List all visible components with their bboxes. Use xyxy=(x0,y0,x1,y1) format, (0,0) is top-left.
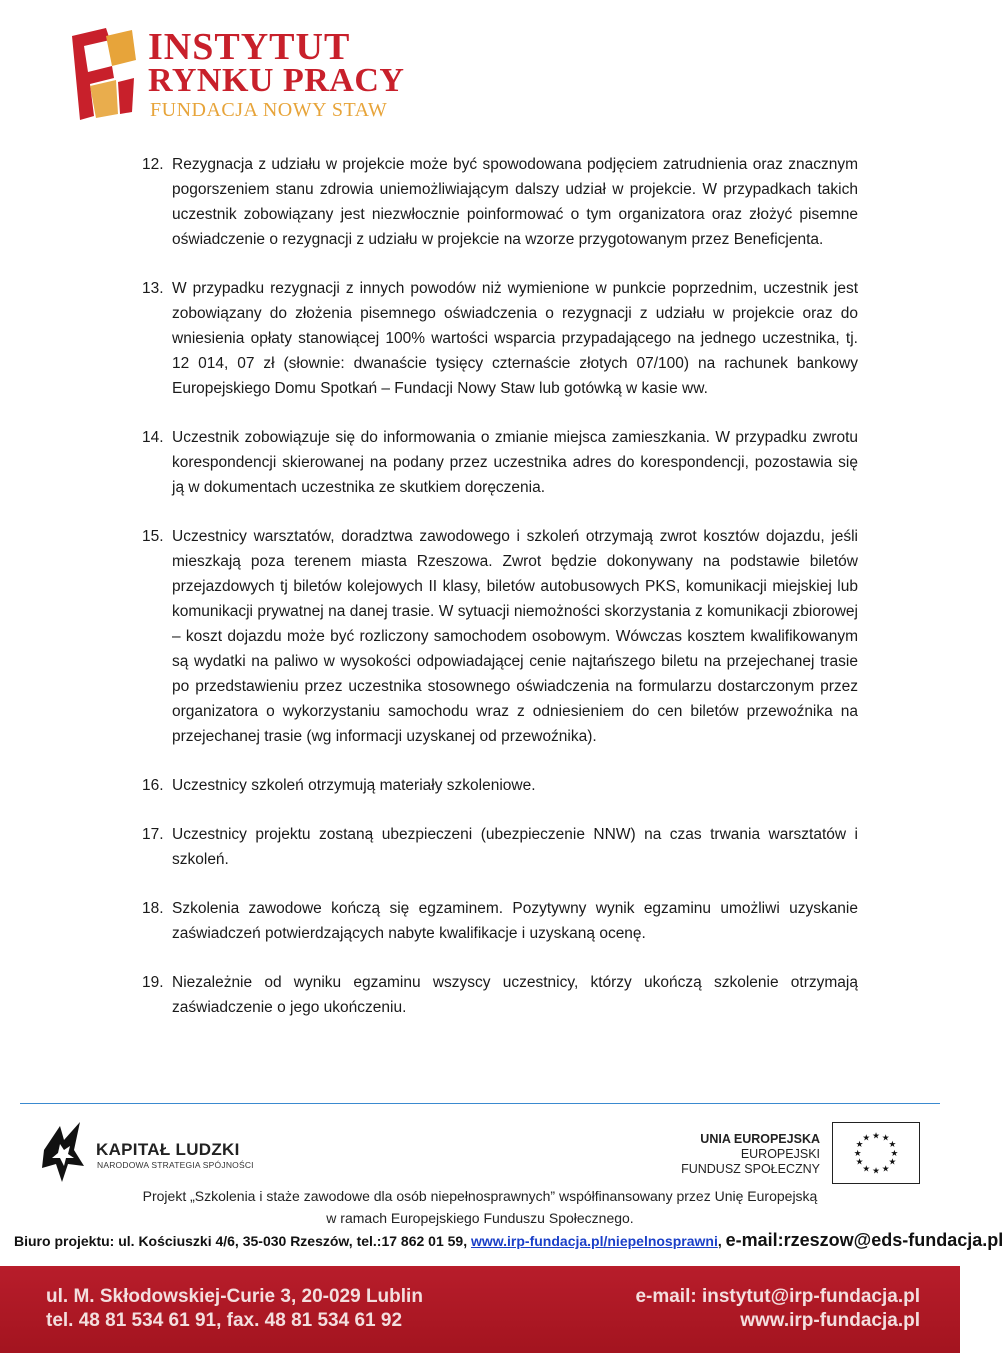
project-office-line xyxy=(14,1230,1003,1251)
item-number: 14. xyxy=(142,429,164,446)
band-email: e-mail: instytut@irp-fundacja.pl xyxy=(635,1286,920,1307)
list-item xyxy=(142,822,858,872)
svg-text:★: ★ xyxy=(881,1164,890,1175)
item-number: 15. xyxy=(142,528,164,545)
logo-title-line1: INSTYTUT xyxy=(148,26,351,68)
kl-title: KAPITAŁ LUDZKI xyxy=(96,1140,240,1159)
svg-text:★: ★ xyxy=(890,1148,899,1159)
office-address: Biuro projektu: ul. Kościuszki 4/6, 35-030 Rzeszów, tel.:17 862 01 59, xyxy=(14,1233,471,1249)
ue-line3: FUNDUSZ SPOŁECZNY xyxy=(681,1162,820,1176)
list-item xyxy=(142,425,858,500)
list-item xyxy=(142,970,858,1020)
irp-logo xyxy=(66,24,406,124)
svg-text:★: ★ xyxy=(872,1166,880,1177)
band-address: ul. M. Skłodowskiej-Curie 3, 20-029 Lublin xyxy=(46,1286,423,1307)
svg-text:★: ★ xyxy=(881,1133,890,1144)
logo-title-line2: RYNKU PRACY xyxy=(148,62,405,99)
band-phone: tel. 48 81 534 61 91, fax. 48 81 534 61 92 xyxy=(46,1310,403,1331)
item-text: W przypadku rezygnacji z innych powodów niż wymienione w punkcie poprzednim, uczestnik jest zobowiązany do złożenia pisemnego oświadczenia o rezygnacji z udziału w projekcie oraz do wniesienia opłaty stanowiącej 100% wartości wsparcia przypadającego na jednego uczestnika, tj. 12 014, 07 zł (słownie: dwanaście tysięcy czternaście złotych 07/100) na rachunek bankowy Europejskiego Domu Spotkań – Fundacji Nowy Staw lub gotówką w kasie ww. xyxy=(172,280,858,397)
svg-text:★: ★ xyxy=(862,1133,871,1144)
item-number: 18. xyxy=(142,900,164,917)
regulation-list xyxy=(142,152,858,1044)
project-line1: Projekt „Szkolenia i staże zawodowe dla osób niepełnosprawnych” współfinansowany przez Unię Europejską xyxy=(142,1188,818,1204)
item-text: Uczestnicy projektu zostaną ubezpieczeni (ubezpieczenie NNW) na czas trwania warsztatów i szkoleń. xyxy=(172,826,858,868)
list-item xyxy=(142,896,858,946)
svg-text:★: ★ xyxy=(888,1140,897,1151)
kapital-ludzki-icon xyxy=(40,1120,88,1186)
item-text: Rezygnacja z udziału w projekcie może być spowodowana podjęciem zatrudnienia oraz znacznym pogorszeniem stanu zdrowia uniemożliwiającym dalszy udział w projekcie. W przypadkach takich uczestnik zobowiązany jest niezwłocznie poinformować o tym organizatora oraz złożyć pisemne oświadczenie o rezygnacji z udziału w projekcie na wzorze przygotowanym przez Beneficjenta. xyxy=(172,156,858,248)
svg-text:★: ★ xyxy=(862,1164,871,1175)
band-website: www.irp-fundacja.pl xyxy=(740,1310,920,1331)
item-number: 16. xyxy=(142,777,164,794)
item-text: Uczestnicy warsztatów, doradztwa zawodowego i szkoleń otrzymają zwrot kosztów dojazdu, jeśli mieszkają poza terenem miasta Rzeszowa. Zwrot będzie dokonywany na podstawie biletów przejazdowych tj biletów kolejowych II klasy, biletów autobusowych PKS, komunikacji miejskiej lub komunikacji prywatnej na danej trasie. W sytuacji niemożności skorzystania z komunikacji zbiorowej – koszt dojazdu może być rozliczony samochodem osobowym. Wówczas kosztem kwalifikowanym są wydatki na paliwo w wysokości odpowiadającej cenie najtańszego biletu na przejechanej trasie po przedstawieniu przez uczestnika stosownego oświadczenia na formularzu dostarczonym przez organizatora o wykorzystaniu samochodu wraz z odniesieniem do cen biletów przewoźnika na przejechanej trasie (wg informacji uzyskanej od przewoźnika). xyxy=(172,528,858,745)
item-text: Uczestnicy szkoleń otrzymują materiały szkoleniowe. xyxy=(172,777,536,794)
item-text: Uczestnik zobowiązuje się do informowania o zmianie miejsca zamieszkania. W przypadku zwrotu korespondencji skierowanej na podany przez uczestnika adres do korespondencji, pozostawia się ją w dokumentach uczestnika ze skutkiem doręczenia. xyxy=(172,429,858,496)
svg-text:★: ★ xyxy=(853,1148,862,1159)
svg-text:★: ★ xyxy=(855,1157,864,1168)
list-item xyxy=(142,524,858,749)
eu-logo xyxy=(681,1122,930,1186)
ue-line1: UNIA EUROPEJSKA xyxy=(700,1132,820,1146)
item-number: 13. xyxy=(142,280,164,297)
list-item xyxy=(142,152,858,252)
item-text: Szkolenia zawodowe kończą się egzaminem. Pozytywny wynik egzaminu umożliwi uzyskanie zaświadczeń potwierdzających nabyte kwalifikacje i uzyskaną ocenę. xyxy=(172,900,858,942)
svg-text:★: ★ xyxy=(888,1157,897,1168)
item-number: 12. xyxy=(142,156,164,173)
item-text: Niezależnie od wyniku egzaminu wszyscy uczestnicy, którzy ukończą szkolenie otrzymają zaświadczenie o jego ukończeniu. xyxy=(172,974,858,1016)
svg-text:★: ★ xyxy=(855,1140,864,1151)
kapital-ludzki-logo xyxy=(40,1120,300,1186)
eu-flag-icon xyxy=(832,1122,920,1184)
project-line2: w ramach Europejskiego Funduszu Społecznego. xyxy=(326,1210,634,1226)
svg-text:★: ★ xyxy=(872,1131,880,1142)
contact-band xyxy=(0,1266,960,1353)
item-number: 19. xyxy=(142,974,164,991)
irp-logo-mark-icon xyxy=(66,26,138,122)
footer-divider xyxy=(20,1103,940,1104)
office-separator: , xyxy=(717,1233,726,1249)
office-email: e-mail:rzeszow@eds-fundacja.pl xyxy=(725,1230,1003,1250)
logo-subtitle: FUNDACJA NOWY STAW xyxy=(150,99,388,121)
item-number: 17. xyxy=(142,826,164,843)
kl-subtitle: NARODOWA STRATEGIA SPÓJNOŚCI xyxy=(97,1160,254,1170)
list-item xyxy=(142,773,858,798)
ue-line2: EUROPEJSKI xyxy=(740,1147,820,1161)
list-item xyxy=(142,276,858,401)
project-website-link[interactable]: www.irp-fundacja.pl/niepelnosprawni xyxy=(471,1233,718,1249)
